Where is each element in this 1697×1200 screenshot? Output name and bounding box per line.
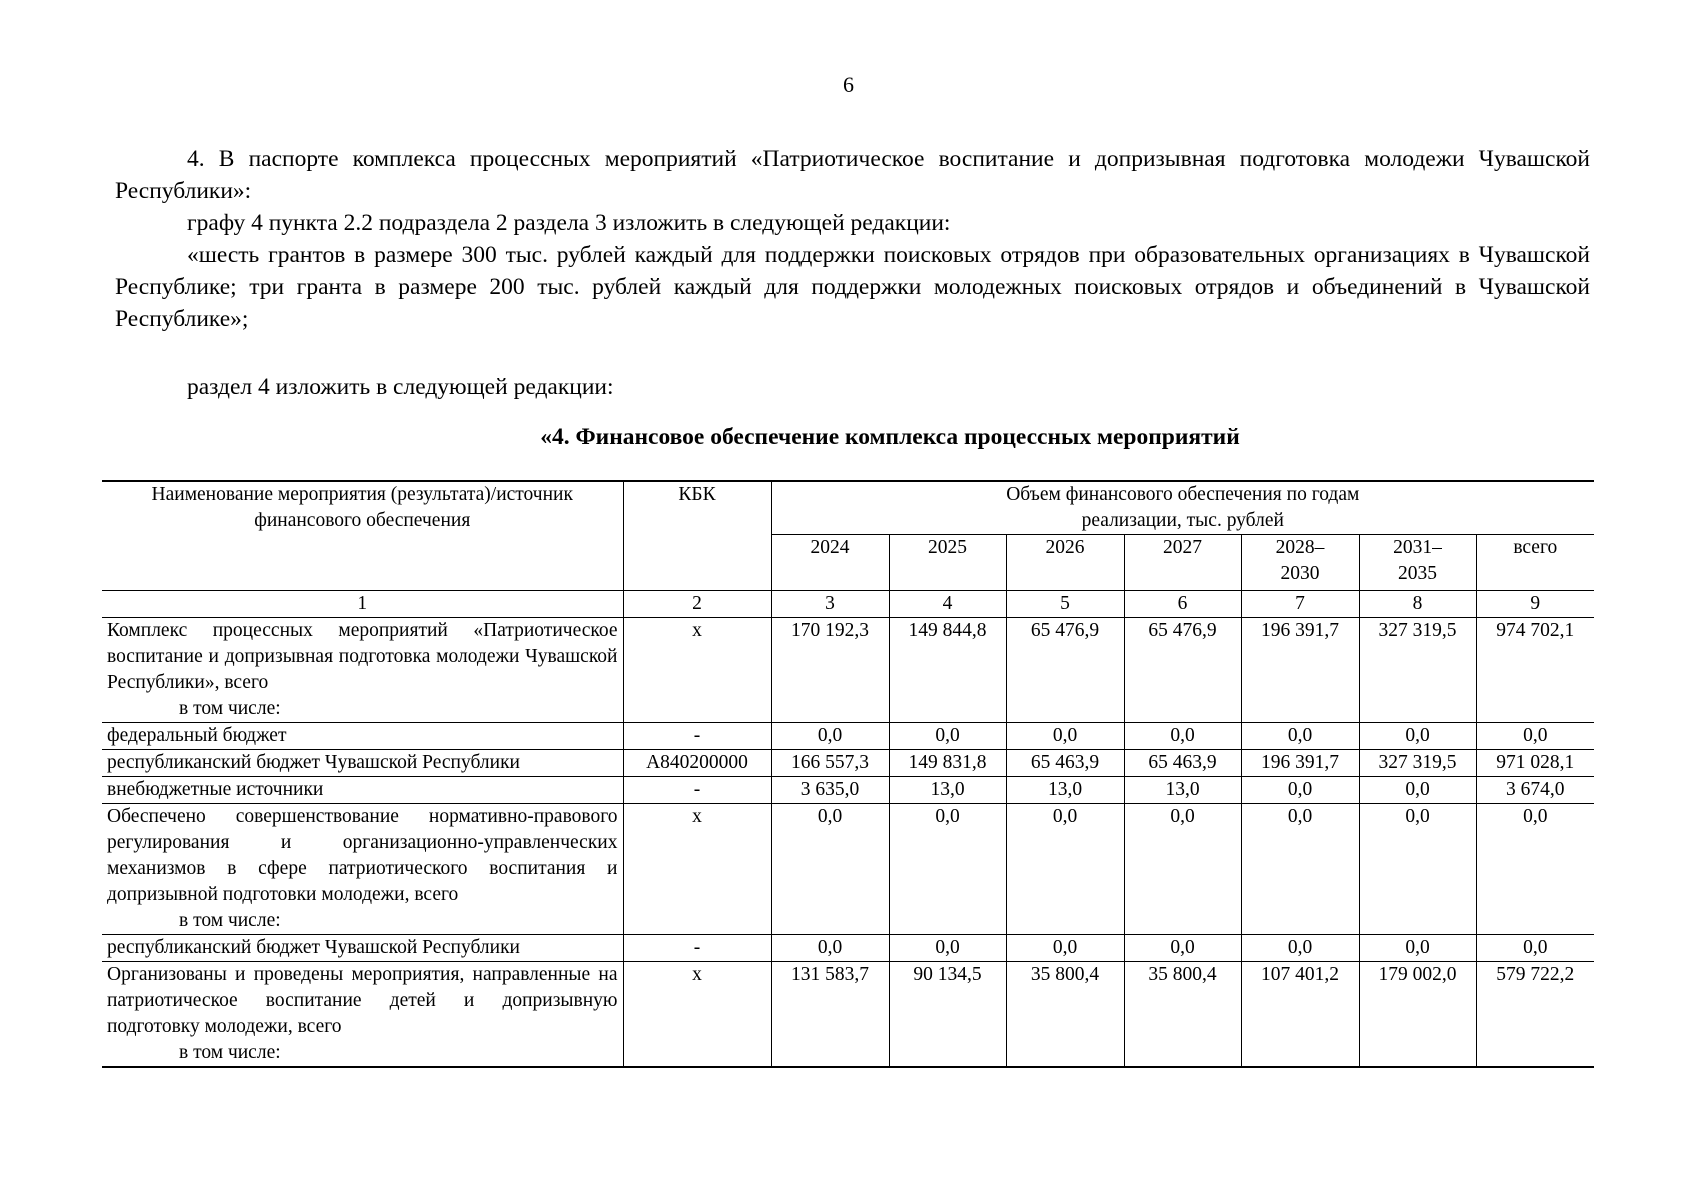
- row-subnote: в том числе:: [179, 698, 281, 719]
- value-cell: 65 463,9: [1124, 750, 1241, 777]
- financing-table: [102, 480, 1594, 1068]
- value-cell: 0,0: [1124, 935, 1241, 962]
- value-cell: 179 002,0: [1359, 962, 1476, 1068]
- row-name: республиканский бюджет Чувашской Республики: [102, 935, 623, 962]
- value-cell: 0,0: [1359, 935, 1476, 962]
- value-cell: 107 401,2: [1241, 962, 1359, 1068]
- row-name: Обеспечено совершенствование нормативно-правового регулирования и организационно-управленческих механизмов в сфере патриотического воспитания и допризывной подготовки молодежи, всего: [107, 806, 618, 905]
- value-cell: 0,0: [1006, 935, 1124, 962]
- header-volume-line1: Объем финансового обеспечения по годам: [1006, 484, 1360, 505]
- value-cell: 327 319,5: [1359, 618, 1476, 723]
- value-cell: 0,0: [1476, 723, 1594, 750]
- value-cell: 0,0: [889, 723, 1006, 750]
- value-cell: 166 557,3: [771, 750, 889, 777]
- paragraph: 4. В паспорте комплекса процессных мероприятий «Патриотическое воспитание и допризывная подготовка молодежи Чувашской Республики»:: [115, 146, 1590, 204]
- header-kbk: КБК: [623, 481, 771, 591]
- column-number: 4: [889, 591, 1006, 618]
- page-number: 6: [843, 72, 854, 97]
- value-cell: 0,0: [1006, 804, 1124, 935]
- value-cell: 35 800,4: [1006, 962, 1124, 1068]
- value-cell: 0,0: [889, 935, 1006, 962]
- table-row: [102, 804, 1594, 935]
- value-cell: 0,0: [1359, 804, 1476, 935]
- row-name: Комплекс процессных мероприятий «Патриотическое воспитание и допризывная подготовка молодежи Чувашской Республики», всего: [107, 620, 618, 693]
- value-cell: 0,0: [889, 804, 1006, 935]
- table-row: [102, 723, 1594, 750]
- row-subnote: в том числе:: [179, 910, 281, 931]
- value-cell: 971 028,1: [1476, 750, 1594, 777]
- table-row: [102, 935, 1594, 962]
- year-header: 2026: [1006, 535, 1124, 591]
- value-cell: 0,0: [771, 723, 889, 750]
- column-number: 7: [1241, 591, 1359, 618]
- column-number: 3: [771, 591, 889, 618]
- value-cell: 0,0: [771, 804, 889, 935]
- value-cell: 974 702,1: [1476, 618, 1594, 723]
- value-cell: 149 831,8: [889, 750, 1006, 777]
- value-cell: 3 674,0: [1476, 777, 1594, 804]
- header-volume-line2: реализации, тыс. рублей: [1081, 510, 1284, 531]
- body-text: [115, 143, 1590, 403]
- value-cell: 196 391,7: [1241, 750, 1359, 777]
- section-title: «4. Финансовое обеспечение комплекса процессных мероприятий: [540, 424, 1240, 450]
- kbk-cell: -: [623, 935, 771, 962]
- column-number: 1: [102, 591, 623, 618]
- row-name: Организованы и проведены мероприятия, направленные на патриотическое воспитание детей и допризывную подготовку молодежи, всего: [107, 964, 618, 1037]
- value-cell: 13,0: [1124, 777, 1241, 804]
- value-cell: 0,0: [1359, 777, 1476, 804]
- table-row: [102, 777, 1594, 804]
- value-cell: 0,0: [1241, 804, 1359, 935]
- value-cell: 65 463,9: [1006, 750, 1124, 777]
- year-header: 2028– 2030: [1241, 535, 1359, 591]
- value-cell: 0,0: [1241, 777, 1359, 804]
- row-name: республиканский бюджет Чувашской Республики: [102, 750, 623, 777]
- value-cell: 35 800,4: [1124, 962, 1241, 1068]
- value-cell: 0,0: [1476, 804, 1594, 935]
- row-name: федеральный бюджет: [102, 723, 623, 750]
- year-header: всего: [1476, 535, 1594, 591]
- year-header: 2024: [771, 535, 889, 591]
- value-cell: 327 319,5: [1359, 750, 1476, 777]
- value-cell: 0,0: [1476, 935, 1594, 962]
- row-name-cell: [102, 804, 623, 935]
- value-cell: 65 476,9: [1124, 618, 1241, 723]
- value-cell: 170 192,3: [771, 618, 889, 723]
- column-number: 6: [1124, 591, 1241, 618]
- table-row: [102, 962, 1594, 1068]
- value-cell: 0,0: [1359, 723, 1476, 750]
- paragraph: раздел 4 изложить в следующей редакции:: [187, 374, 614, 400]
- kbk-cell: x: [623, 962, 771, 1068]
- value-cell: 196 391,7: [1241, 618, 1359, 723]
- year-header: 2025: [889, 535, 1006, 591]
- value-cell: 3 635,0: [771, 777, 889, 804]
- paragraph: графу 4 пункта 2.2 подраздела 2 раздела 3 изложить в следующей редакции:: [187, 210, 951, 236]
- value-cell: 13,0: [1006, 777, 1124, 804]
- paragraph: «шесть грантов в размере 300 тыс. рублей каждый для поддержки поисковых отрядов при образовательных организациях в Чувашской Республике; три гранта в размере 200 тыс. рублей каждый для поддержки молодежных поисковых отрядов и объединений в Чувашской Республике»;: [115, 242, 1590, 332]
- year-header: 2031– 2035: [1359, 535, 1476, 591]
- column-number: 2: [623, 591, 771, 618]
- table-row: [102, 750, 1594, 777]
- kbk-cell: -: [623, 723, 771, 750]
- column-number: 9: [1476, 591, 1594, 618]
- value-cell: 90 134,5: [889, 962, 1006, 1068]
- value-cell: 131 583,7: [771, 962, 889, 1068]
- value-cell: 579 722,2: [1476, 962, 1594, 1068]
- year-header: 2027: [1124, 535, 1241, 591]
- value-cell: 13,0: [889, 777, 1006, 804]
- table-row: [102, 618, 1594, 723]
- kbk-cell: -: [623, 777, 771, 804]
- header-volume: [771, 481, 1594, 535]
- kbk-cell: x: [623, 804, 771, 935]
- column-number: 5: [1006, 591, 1124, 618]
- column-number: 8: [1359, 591, 1476, 618]
- row-subnote: в том числе:: [179, 1042, 281, 1063]
- row-name: внебюджетные источники: [102, 777, 623, 804]
- header-name: Наименование мероприятия (результата)/источник финансового обеспечения: [102, 481, 623, 591]
- row-name-cell: [102, 962, 623, 1068]
- row-name-cell: [102, 618, 623, 723]
- value-cell: 149 844,8: [889, 618, 1006, 723]
- value-cell: 0,0: [771, 935, 889, 962]
- value-cell: 0,0: [1124, 804, 1241, 935]
- value-cell: 0,0: [1006, 723, 1124, 750]
- value-cell: 0,0: [1124, 723, 1241, 750]
- value-cell: 65 476,9: [1006, 618, 1124, 723]
- kbk-cell: x: [623, 618, 771, 723]
- value-cell: 0,0: [1241, 935, 1359, 962]
- value-cell: 0,0: [1241, 723, 1359, 750]
- kbk-cell: A840200000: [623, 750, 771, 777]
